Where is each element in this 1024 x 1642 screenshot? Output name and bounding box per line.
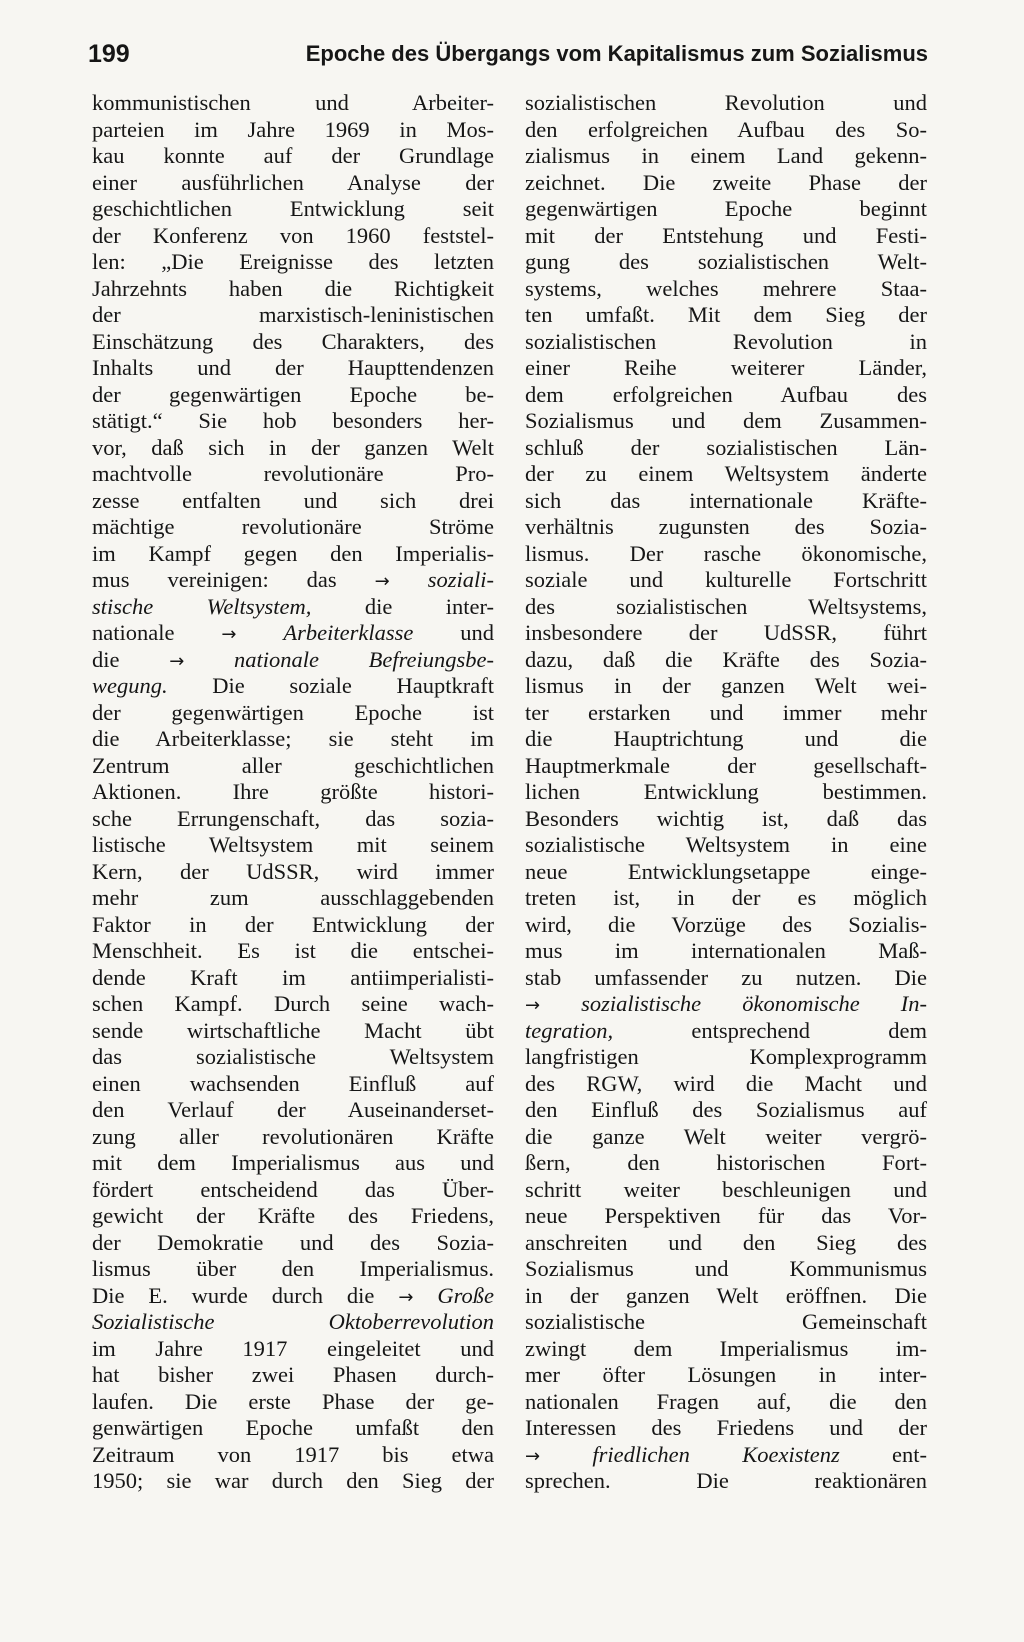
text-line: mer öfter Lösungen in inter- [525, 1362, 927, 1387]
text-line: ten umfaßt. Mit dem Sieg der [525, 302, 927, 327]
text-line: den Verlauf der Auseinanderset- [92, 1097, 494, 1122]
text-line: Besonders wichtig ist, daß das [525, 805, 927, 831]
text-line: sozialistische Gemeinschaft [525, 1309, 927, 1334]
text-line: Zeitraum von 1917 bis etwa [92, 1441, 494, 1467]
cross-reference: wegung. [92, 673, 168, 698]
cross-reference: soziali- [427, 567, 494, 592]
text-line: dazu, daß die Kräfte des Sozia- [525, 646, 927, 672]
text-line: dem erfolgreichen Aufbau des [525, 381, 927, 407]
text-line: Zentrum aller geschichtlichen [92, 752, 494, 778]
text-line: sich das internationale Kräfte- [525, 487, 927, 513]
text-line [92, 647, 494, 674]
text-line [525, 991, 927, 1018]
cross-reference: Sozialistische Oktoberrevolution [92, 1309, 494, 1334]
text-line: ßern, den historischen Fort- [525, 1150, 927, 1175]
text-line: vor, daß sich in der ganzen Welt [92, 434, 494, 460]
cross-reference: stische Weltsystem, [92, 593, 312, 619]
text-line: sozialistischen Revolution in [525, 328, 927, 354]
text-line [92, 1283, 494, 1310]
text-line: mit der Entstehung und Festi- [525, 222, 927, 248]
text-line: zeichnet. Die zweite Phase der [525, 169, 927, 195]
text-line: laufen. Die erste Phase der ge- [92, 1388, 494, 1414]
text-line: Inhalts und der Haupttendenzen [92, 355, 494, 380]
text-line: der gegenwärtigen Epoche be- [92, 381, 494, 407]
text-line: zwingt dem Imperialismus im- [525, 1335, 927, 1361]
text-run: die [92, 646, 120, 672]
text-line: parteien im Jahre 1969 in Mos- [92, 116, 494, 142]
cross-reference-arrow-icon: → [525, 995, 541, 1016]
cross-reference: friedlichen Koexistenz [592, 1441, 840, 1467]
text-line [92, 620, 494, 647]
text-line: der marxistisch-leninistischen [92, 302, 494, 327]
cross-reference-arrow-icon: → [221, 624, 237, 645]
text-line: der Demokratie und des Sozia- [92, 1229, 494, 1255]
text-line: die ganze Welt weiter vergrö- [525, 1123, 927, 1149]
text-line: geschichtlichen Entwicklung seit [92, 196, 494, 221]
running-head: Epoche des Übergangs vom Kapitalismus zum Sozialismus [305, 41, 928, 66]
cross-reference-arrow-icon: → [398, 1286, 414, 1308]
text-line: len: „Die Ereignisse des letzten [92, 249, 494, 274]
text-line: neue Perspektiven für das Vor- [525, 1203, 927, 1228]
text-line: listische Weltsystem mit seinem [92, 832, 494, 857]
text-line: dende Kraft im antiimperialisti- [92, 964, 494, 990]
text-line: machtvolle revolutionäre Pro- [92, 461, 494, 486]
text-line: schritt weiter beschleunigen und [525, 1176, 927, 1202]
text-line: die Arbeiterklasse; sie steht im [92, 726, 494, 751]
text-line: mus im internationalen Maß- [525, 938, 927, 963]
text-line: einer Reihe weiterer Länder, [525, 355, 927, 380]
text-line: langfristigen Komplexprogramm [525, 1044, 927, 1069]
text-line: hat bisher zwei Phasen durch- [92, 1362, 494, 1387]
text-line: lismus. Der rasche ökonomische, [525, 540, 927, 566]
text-line: Kern, der UdSSR, wird immer [92, 858, 494, 884]
text-line: Sozialismus und dem Zusammen- [525, 408, 927, 433]
page-header [88, 34, 928, 74]
text-line: Interessen des Friedens und der [525, 1415, 927, 1440]
text-line: sche Errungenschaft, das sozia- [92, 805, 494, 831]
text-line: lismus über den Imperialismus. [92, 1256, 494, 1281]
right-column [525, 90, 927, 1495]
text-line: der zu einem Weltsystem änderte [525, 461, 927, 486]
text-run: nationale [92, 620, 175, 645]
cross-reference-arrow-icon: → [374, 571, 390, 592]
cross-reference-arrow-icon: → [525, 1445, 541, 1467]
text-line: sozialistischen Revolution und [525, 90, 927, 115]
text-run: entsprechend dem [691, 1017, 927, 1043]
text-line: zesse entfalten und sich drei [92, 487, 494, 513]
cross-reference: Große [437, 1282, 494, 1308]
text-line: gewicht der Kräfte des Friedens, [92, 1203, 494, 1228]
text-run: und [460, 620, 494, 645]
text-line: nationalen Fragen auf, die den [525, 1388, 927, 1414]
text-line: verhältnis zugunsten des Sozia- [525, 514, 927, 539]
text-line: Jahrzehnts haben die Richtigkeit [92, 275, 494, 301]
left-column [92, 90, 494, 1495]
text-line: Aktionen. Ihre größte histori- [92, 779, 494, 804]
text-line: insbesondere der UdSSR, führt [525, 620, 927, 645]
cross-reference: sozialistische ökonomische In- [581, 991, 927, 1016]
text-line: schluß der sozialistischen Län- [525, 434, 927, 460]
text-run: Die E. wurde durch die [92, 1282, 375, 1308]
text-line: lichen Entwicklung bestimmen. [525, 779, 927, 804]
text-run: Die soziale Hauptkraft [212, 673, 494, 698]
text-line: den Einfluß des Sozialismus auf [525, 1097, 927, 1122]
text-line: einen wachsenden Einfluß auf [92, 1070, 494, 1096]
text-run: die inter- [364, 593, 494, 619]
text-line: schen Kampf. Durch seine wach- [92, 991, 494, 1016]
text-line: der gegenwärtigen Epoche ist [92, 699, 494, 725]
text-line: genwärtigen Epoche umfaßt den [92, 1415, 494, 1440]
text-line: kommunistischen und Arbeiter- [92, 90, 494, 115]
text-line: Einschätzung des Charakters, des [92, 328, 494, 354]
text-line: ter erstarken und immer mehr [525, 699, 927, 725]
text-line: mit dem Imperialismus aus und [92, 1150, 494, 1175]
text-line: systems, welches mehrere Staa- [525, 275, 927, 301]
text-line: sprechen. Die reaktionären [525, 1468, 927, 1493]
text-line: zung aller revolutionären Kräfte [92, 1123, 494, 1149]
text-line: gegenwärtigen Epoche beginnt [525, 196, 927, 221]
text-line: des RGW, wird die Macht und [525, 1070, 927, 1096]
cross-reference: Arbeiterklasse [283, 620, 414, 645]
text-line: lismus in der ganzen Welt wei- [525, 673, 927, 698]
cross-reference: tegration, [525, 1017, 614, 1043]
text-line: 1950; sie war durch den Sieg der [92, 1468, 494, 1493]
cross-reference-arrow-icon: → [169, 650, 185, 672]
text-line: treten ist, in der es möglich [525, 885, 927, 910]
text-line: neue Entwicklungsetappe einge- [525, 858, 927, 884]
text-line: der Konferenz von 1960 feststel- [92, 222, 494, 248]
text-line [92, 1309, 494, 1336]
text-line [92, 673, 494, 700]
text-line: einer ausführlichen Analyse der [92, 169, 494, 195]
text-line: fördert entscheidend das Über- [92, 1176, 494, 1202]
text-line: im Jahre 1917 eingeleitet und [92, 1335, 494, 1361]
text-run: mus vereinigen: das [92, 567, 337, 592]
text-line: Sozialismus und Kommunismus [525, 1256, 927, 1281]
text-line: stab umfassender zu nutzen. Die [525, 964, 927, 990]
cross-reference: nationale Befreiungsbe- [233, 646, 494, 672]
text-line [92, 594, 494, 621]
text-run: ent- [892, 1441, 927, 1467]
text-line: im Kampf gegen den Imperialis- [92, 540, 494, 566]
text-line [525, 1018, 927, 1045]
text-line: den erfolgreichen Aufbau des So- [525, 116, 927, 142]
text-line: soziale und kulturelle Fortschritt [525, 567, 927, 592]
text-line: in der ganzen Welt eröffnen. Die [525, 1282, 927, 1308]
text-line: mehr zum ausschlaggebenden [92, 885, 494, 910]
text-line: die Hauptrichtung und die [525, 726, 927, 751]
text-line [525, 1442, 927, 1469]
text-line: das sozialistische Weltsystem [92, 1044, 494, 1069]
text-line: wird, die Vorzüge des Sozialis- [525, 911, 927, 937]
text-line: anschreiten und den Sieg des [525, 1229, 927, 1255]
text-line: Hauptmerkmale der gesellschaft- [525, 752, 927, 778]
text-line: zialismus in einem Land gekenn- [525, 143, 927, 168]
text-line: des sozialistischen Weltsystems, [525, 593, 927, 619]
text-line: Faktor in der Entwicklung der [92, 911, 494, 937]
text-line: Menschheit. Es ist die entschei- [92, 938, 494, 963]
text-line [92, 567, 494, 594]
text-line: gung des sozialistischen Welt- [525, 249, 927, 274]
text-line: sozialistische Weltsystem in eine [525, 832, 927, 857]
text-line: kau konnte auf der Grundlage [92, 143, 494, 168]
text-line: mächtige revolutionäre Ströme [92, 514, 494, 539]
text-line: sende wirtschaftliche Macht übt [92, 1017, 494, 1043]
text-line: stätigt.“ Sie hob besonders her- [92, 408, 494, 433]
page-number: 199 [88, 40, 130, 68]
